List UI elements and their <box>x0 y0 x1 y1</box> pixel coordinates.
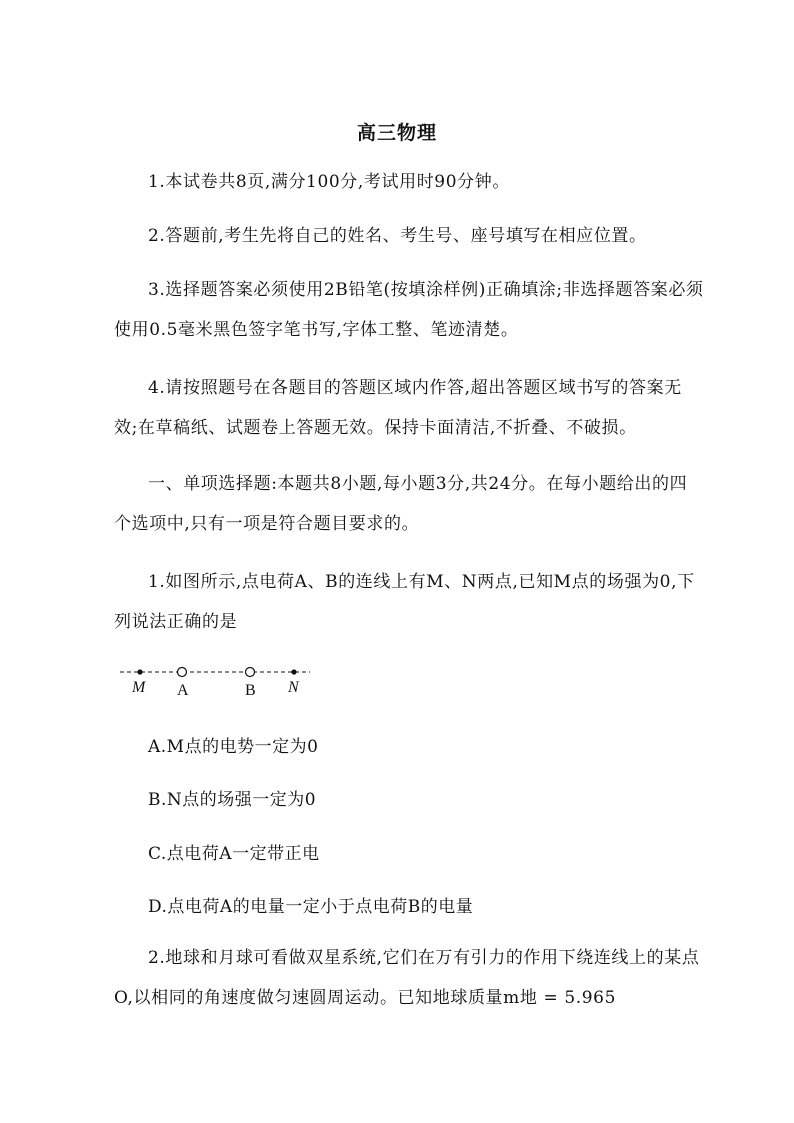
page-title: 高三物理 <box>356 122 437 144</box>
option-c: C.点电荷A一定带正电 <box>148 844 320 864</box>
note-2: 2.答题前,考生先将自己的姓名、考生号、座号填写在相应位置。 <box>148 226 647 246</box>
option-b: B.N点的场强一定为0 <box>148 790 317 810</box>
question-2-stem: 2.地球和月球可看做双星系统,它们在万有引力的作用下绕连线上的某点O,以相同的角速度做匀速圆周运动。已知地球质量m地 = 5.965 <box>114 948 700 1008</box>
note-1: 1.本试卷共8页,满分100分,考试用时90分钟。 <box>148 172 510 192</box>
section-header: 一、单项选择题:本题共8小题,每小题3分,共24分。在每小题给出的四个选项中,只有一项是符合题目要求的。 <box>114 474 688 534</box>
question-1-stem: 1.如图所示,点电荷A、B的连线上有M、N两点,已知M点的场强为0,下列说法正确的是 <box>114 572 695 632</box>
point-n-dot <box>291 669 296 674</box>
point-m-dot <box>137 669 142 674</box>
note-4: 4.请按照题号在各题目的答题区域内作答,超出答题区域书写的答案无效;在草稿纸、试题卷上答题无效。保持卡面清洁,不折叠、不破损。 <box>114 378 682 438</box>
option-d: D.点电荷A的电量一定小于点电荷B的电量 <box>148 897 474 917</box>
note-3: 3.选择题答案必须使用2B铅笔(按填涂样例)正确填涂;非选择题答案必须使用0.5毫米黑色签字笔书写,字体工整、笔迹清楚。 <box>114 280 704 340</box>
charge-a-circle <box>178 668 187 677</box>
label-b: B <box>245 682 256 699</box>
charges-diagram <box>114 662 334 702</box>
label-a: A <box>177 682 189 699</box>
option-a: A.M点的电势一定为0 <box>148 737 319 757</box>
charge-b-circle <box>246 668 255 677</box>
label-m: M <box>132 679 146 696</box>
label-n: N <box>288 679 299 696</box>
